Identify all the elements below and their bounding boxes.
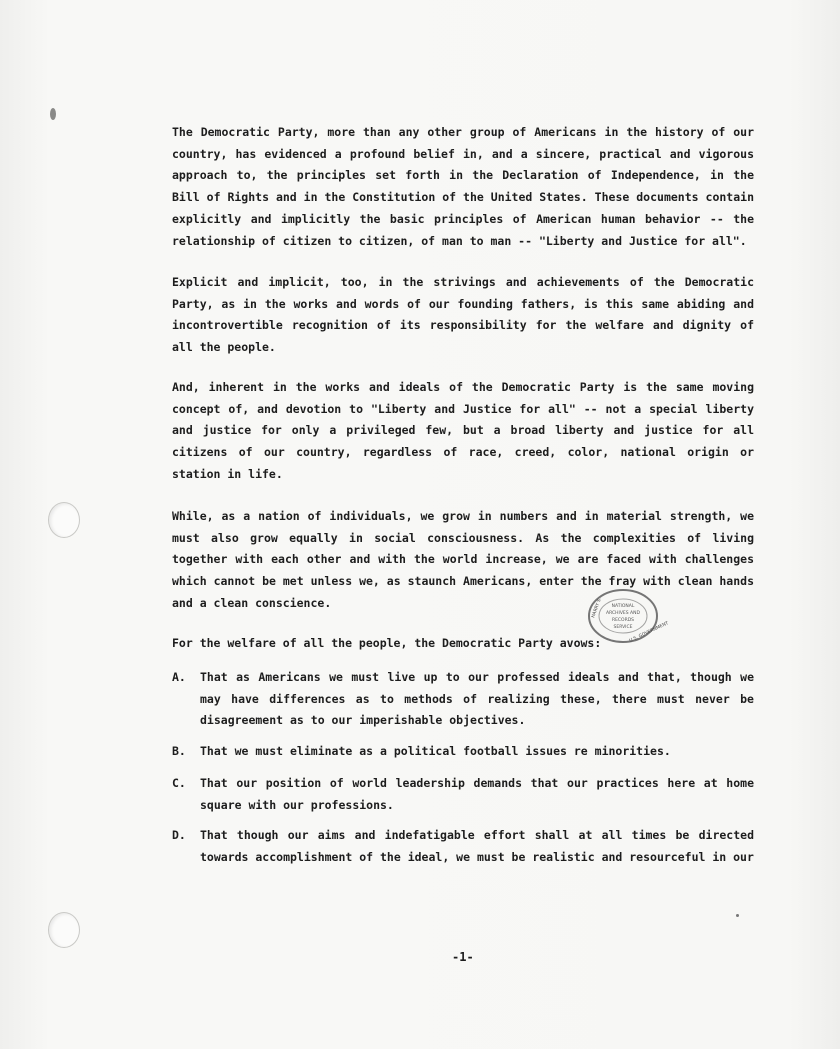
stamp-line: ARCHIVES AND: [606, 611, 640, 616]
list-item-letter: C.: [172, 776, 186, 790]
paragraph-intro: The Democratic Party, more than any other group of Americans in the history of our country, has evidenced a profound belief in, and a sincere, practical and vigorous approach to, the principles set forth in the Declaration of Independence, in the Bill of Rights and in the Constitution of the United States. These documents contain explicitly and implicitly the basic principles of American human behavior -- the relationship of citizen to citizen, of man to man -- "Liberty and Justice for all".: [172, 125, 754, 248]
stamp-line: SERVICE: [613, 625, 633, 630]
binder-hole-mark: [48, 912, 80, 948]
list-item-letter: D.: [172, 828, 186, 842]
binder-hole-mark: [48, 502, 80, 538]
stamp-line: NATIONAL: [611, 604, 635, 609]
paragraph-liberty-justice: And, inherent in the works and ideals of the Democratic Party is the same moving concept of, and devotion to "Liberty and Justice for all" -- not a special liberty and justice for only a privileged few, but a broad liberty and justice for all citizens of our country, regardless of race, creed, color, national origin or station in life.: [172, 380, 754, 481]
paragraph-avows: For the welfare of all the people, the Democratic Party avows:: [172, 636, 602, 650]
paragraph-social-consciousness: While, as a nation of individuals, we grow in numbers and in material strength, we must also grow equally in social consciousness. As the complexities of living together with each other and with the world increase, we are faced with challenges which cannot be met unless we, as staunch Americans, enter the fray with clean hands and a clean conscience.: [172, 509, 754, 610]
list-item-letter: B.: [172, 744, 186, 758]
archive-stamp: [586, 588, 670, 644]
list-item-text: That as Americans we must live up to our professed ideals and that, though we may have differences as to methods of realizing these, there must never be disagreement as to our imperishable objectives.: [200, 670, 754, 728]
list-item-text: That our position of world leadership demands that our practices here at home square with our professions.: [200, 776, 754, 812]
list-item-text: That though our aims and indefatigable effort shall at all times be directed towards accomplishment of the ideal, we must be realistic and resourceful in our: [200, 828, 754, 864]
stamp-line: U.S. GOVERNMENT: [628, 621, 670, 644]
page-number: -1-: [452, 950, 474, 964]
stamp-line: RECORDS: [611, 618, 635, 623]
paper-speck: [736, 914, 739, 917]
paragraph-founding-fathers: Explicit and implicit, too, in the strivings and achievements of the Democratic Party, as in the works and words of our founding fathers, is this same abiding and incontrovertible recognition of its responsibility for the welfare and dignity of all the people.: [172, 275, 754, 355]
stamp-line: HARRY S.: [591, 597, 604, 619]
paper-blemish: [50, 108, 56, 120]
list-item-text: That we must eliminate as a political football issues re minorities.: [200, 744, 671, 758]
list-item-letter: A.: [172, 670, 186, 684]
